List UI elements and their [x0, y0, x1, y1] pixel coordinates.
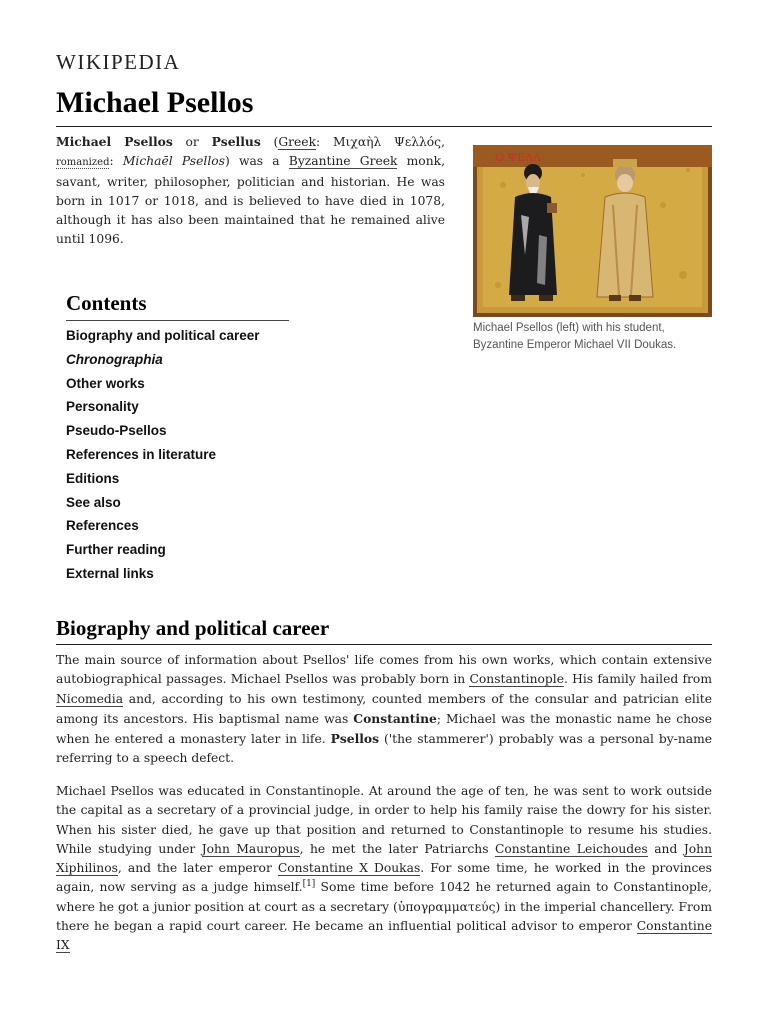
john-xiphilinos-link[interactable]: John Xiphilinos	[56, 841, 712, 876]
p1-text: ; Michael was the monastic name he chose when he entered a monastery later in life.	[56, 711, 712, 747]
constantine-x-doukas-link[interactable]: Constantine X Doukas	[277, 861, 421, 876]
nicomedia-link[interactable]: Nicomedia	[56, 691, 124, 706]
intro-open-paren: (	[260, 135, 279, 149]
constantinople-link[interactable]: Constantinople	[469, 672, 564, 687]
intro-name: Michael Psellos	[56, 134, 173, 149]
p2-text: Michael Psellos was educated in Constantinople. At around the age of ten, he was sent to work outside the capital as a secretary of a provincial judge, in order to help his family raise the dowry for his sister. When his sister died, he gave up that position and returned to Constantinople to resume his studies. While studying under	[56, 784, 712, 856]
p2-text: , and the later emperor	[117, 861, 278, 876]
section-heading-biography: Biography and political career	[56, 616, 330, 640]
psellos-miniature-image[interactable]	[473, 145, 712, 317]
toc-item-further-reading[interactable]: Further reading	[66, 542, 166, 558]
p2-text: , he met the later Patriarchs	[299, 841, 495, 856]
intro-colon: :	[316, 135, 333, 149]
intro-or: or	[172, 135, 212, 149]
intro-alt-name: Psellus	[211, 134, 261, 149]
p1-text: . His family hailed from	[563, 672, 712, 687]
contents-divider	[66, 320, 289, 321]
constantine-ix-link[interactable]: Constantine IX	[56, 919, 712, 953]
p1-text: and, according to his own testimony, counted members of the consular and patrician elite among its ancestors. His baptismal name was	[56, 691, 712, 726]
intro-was-a: ) was a	[224, 154, 289, 169]
p2-text: Some time before 1042 he returned again to Constantinople, where he got a junior position at court as a secretary (ὑπογραμματεύς) in the imperial chancellery. From there he began a rapid court career. He became an influential political advisor to emperor	[56, 880, 712, 934]
greek-language-link[interactable]: Greek	[278, 135, 317, 149]
p2-text: and	[647, 841, 684, 856]
constantine-leichoudes-link[interactable]: Constantine Leichoudes	[495, 841, 648, 856]
contents-title: Contents	[66, 291, 147, 315]
biography-paragraph-1	[56, 651, 712, 769]
biography-paragraph-2	[56, 782, 712, 956]
byzantine-greek-link[interactable]: Byzantine Greek	[288, 154, 398, 169]
wikipedia-wordmark[interactable]: WIKIPEDIA	[56, 50, 181, 74]
infobox-figure	[473, 145, 712, 354]
p1-text: The main source of information about Psellos' life comes from his own works, which contain extensive autobiographical passages. Michael Psellos was probably born in	[56, 653, 712, 687]
toc-item-editions[interactable]: Editions	[66, 470, 120, 486]
psellos-byname: Psellos	[330, 731, 380, 747]
john-mauropus-link[interactable]: John Mauropus	[201, 841, 300, 856]
intro-colon-2: :	[109, 154, 123, 169]
toc-item-external-links[interactable]: External links	[66, 565, 154, 581]
toc-item-biography[interactable]: Biography and political career	[66, 328, 260, 343]
section-divider	[56, 644, 712, 645]
toc-item-references-in-literature[interactable]: References in literature	[66, 446, 217, 462]
intro-paragraph	[56, 132, 445, 250]
greek-name: Μιχαὴλ Ψελλός,	[332, 135, 445, 149]
reference-1[interactable]: [1]	[302, 879, 316, 890]
romanized-name: Michaēl Psellos	[122, 154, 225, 169]
title-divider	[56, 126, 712, 127]
table-of-contents	[66, 326, 260, 588]
toc-item-other-works[interactable]: Other works	[66, 375, 145, 391]
page-title: Michael Psellos	[56, 86, 254, 119]
baptismal-name: Constantine	[353, 710, 437, 726]
p2-text: . For some time, he worked in the provinces again, now serving as a judge himself.	[56, 861, 712, 895]
romanized-label[interactable]: romanized	[56, 157, 110, 169]
toc-item-personality[interactable]: Personality	[66, 399, 139, 415]
toc-item-chronographia[interactable]: Chronographia	[66, 351, 163, 367]
toc-item-references[interactable]: References	[66, 518, 139, 534]
toc-item-see-also[interactable]: See also	[66, 494, 121, 510]
toc-item-pseudo-psellos[interactable]: Pseudo-Psellos	[66, 423, 167, 439]
miniature-inscription: Ο ΨΕΛΛ	[495, 151, 542, 164]
figure-caption: Michael Psellos (left) with his student, Byzantine Emperor Michael VII Doukas.	[473, 322, 677, 351]
p1-text: ('the stammerer') probably was a personal by-name referring to a speech defect.	[56, 732, 713, 766]
intro-rest: monk, savant, writer, philosopher, politician and historian. He was born in 1017 or 1018, and is believed to have died in 1078, although it has also been maintained that he remained alive until 1096.	[56, 154, 445, 247]
